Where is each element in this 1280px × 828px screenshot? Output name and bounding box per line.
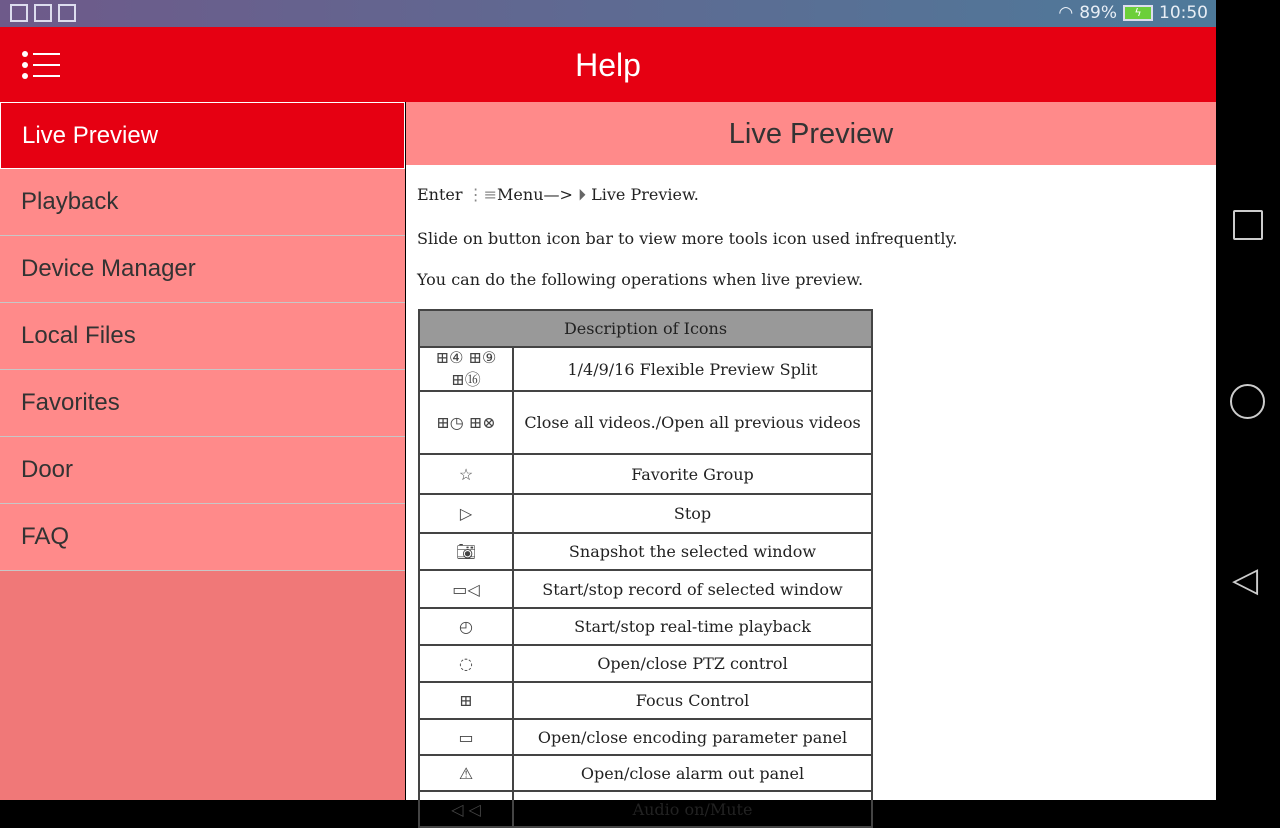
slide-instruction: Slide on button icon bar to view more tools icon used infrequently. bbox=[417, 229, 958, 248]
row-icon: 📷︎ bbox=[419, 533, 513, 570]
table-row bbox=[419, 608, 872, 645]
screenshot-icon bbox=[10, 4, 28, 22]
row-description: Start/stop real-time playback bbox=[513, 608, 872, 645]
sidebar-item-live-preview[interactable]: Live Preview bbox=[0, 102, 405, 169]
row-description: Favorite Group bbox=[513, 454, 872, 494]
recents-button[interactable] bbox=[1233, 210, 1263, 240]
table-row bbox=[419, 791, 872, 827]
row-description: 1/4/9/16 Flexible Preview Split bbox=[513, 347, 872, 391]
row-description: Stop bbox=[513, 494, 872, 533]
back-button[interactable]: ◁ bbox=[1232, 561, 1259, 599]
row-description: Start/stop record of selected window bbox=[513, 570, 872, 608]
row-description: Open/close alarm out panel bbox=[513, 755, 872, 791]
row-icon: ▭ bbox=[419, 719, 513, 755]
row-description: Audio on/Mute bbox=[513, 791, 872, 827]
row-icon: ◁ ◁ bbox=[419, 791, 513, 827]
row-description: Snapshot the selected window bbox=[513, 533, 872, 570]
row-icon: ⊞◷ ⊞⊗ bbox=[419, 391, 513, 454]
sidebar-item-faq[interactable]: FAQ bbox=[0, 504, 405, 571]
operations-intro: You can do the following operations when live preview. bbox=[417, 270, 864, 289]
sidebar-item-device-manager[interactable]: Device Manager bbox=[0, 236, 405, 303]
row-icon: ▷ bbox=[419, 494, 513, 533]
sidebar-item-playback[interactable]: Playback bbox=[0, 169, 405, 236]
sidebar bbox=[0, 102, 405, 800]
table-row bbox=[419, 755, 872, 791]
battery-charging-icon: ϟ bbox=[1123, 5, 1153, 21]
section-title: Live Preview bbox=[406, 102, 1216, 165]
row-description: Open/close PTZ control bbox=[513, 645, 872, 682]
table-header: Description of Icons bbox=[419, 310, 872, 347]
sidebar-item-favorites[interactable]: Favorites bbox=[0, 370, 405, 437]
image-icon bbox=[58, 4, 76, 22]
android-nav-bar bbox=[1216, 0, 1280, 800]
row-icon: ⊞④ ⊞⑨ ⊞⑯ bbox=[419, 347, 513, 391]
android-icon bbox=[34, 4, 52, 22]
row-description: Focus Control bbox=[513, 682, 872, 719]
enter-instruction: Enter ⋮≡Menu—> ⏵ Live Preview. bbox=[417, 185, 699, 204]
table-row bbox=[419, 454, 872, 494]
table-row bbox=[419, 494, 872, 533]
row-icon: ▭◁ bbox=[419, 570, 513, 608]
page-title: Help bbox=[575, 47, 641, 83]
camera-icon: ⏵ bbox=[578, 185, 587, 204]
table-row bbox=[419, 645, 872, 682]
help-content bbox=[406, 102, 1216, 819]
sidebar-item-door[interactable]: Door bbox=[0, 437, 405, 504]
row-description: Open/close encoding parameter panel bbox=[513, 719, 872, 755]
row-icon: ◌ bbox=[419, 645, 513, 682]
table-row bbox=[419, 682, 872, 719]
battery-percent: 89% bbox=[1079, 3, 1117, 23]
row-icon: ◴ bbox=[419, 608, 513, 645]
row-icon: ⚠ bbox=[419, 755, 513, 791]
app-bar bbox=[0, 27, 1216, 102]
status-bar bbox=[0, 0, 1216, 27]
row-icon: ⊞ bbox=[419, 682, 513, 719]
clock: 10:50 bbox=[1159, 3, 1208, 23]
list-menu-icon: ⋮≡ bbox=[467, 185, 498, 204]
sidebar-item-local-files[interactable]: Local Files bbox=[0, 303, 405, 370]
table-row bbox=[419, 719, 872, 755]
table-row bbox=[419, 533, 872, 570]
table-row bbox=[419, 391, 872, 454]
table-row bbox=[419, 570, 872, 608]
wifi-icon: ◠ bbox=[1058, 3, 1074, 23]
icon-description-table bbox=[418, 309, 873, 828]
home-button[interactable] bbox=[1230, 384, 1265, 419]
table-row bbox=[419, 347, 872, 391]
row-icon: ☆ bbox=[419, 454, 513, 494]
row-description: Close all videos./Open all previous videos bbox=[513, 391, 872, 454]
